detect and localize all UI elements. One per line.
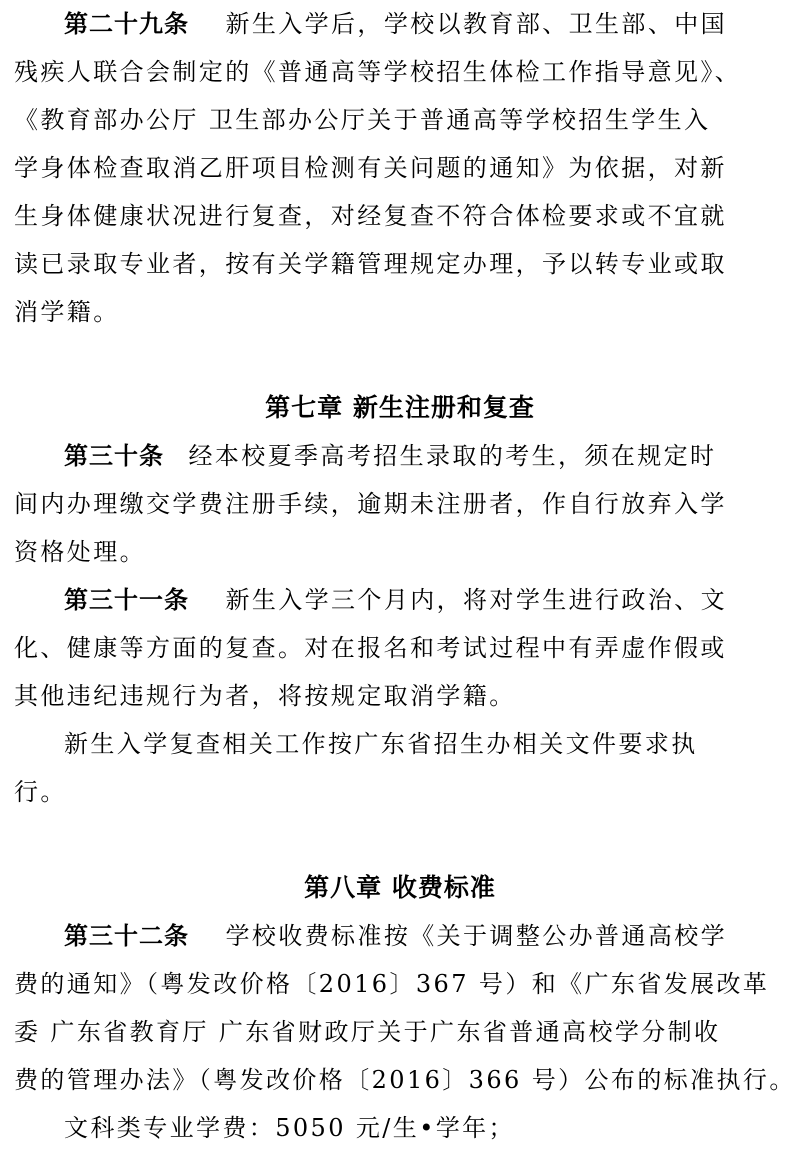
section-gap (14, 816, 786, 864)
article-31-label: 第三十一条 (64, 586, 189, 614)
article-31-line-2: 化、健康等方面的复查。对在报名和考试过程中有弄虚作假或 (14, 634, 727, 662)
article-30-text-1: 经本校夏季高考招生录取的考生，须在规定时 (188, 442, 717, 470)
article-29-line-1 (14, 0, 786, 48)
article-29-line-3: 《教育部办公厅 卫生部办公厅关于普通高等学校招生学生入 (14, 106, 711, 134)
chapter-7-heading (14, 384, 786, 432)
article-32-line-2: 费的通知》（粤发改价格〔2016〕367 号）和《广东省发展改革 (14, 970, 770, 998)
article-30-line-1 (14, 432, 786, 480)
chapter-8-title: 收费标准 (391, 873, 496, 902)
article-29-line-5: 生身体健康状况进行复查，对经复查不符合体检要求或不宜就 (14, 202, 727, 230)
article-29-line-6: 读已录取专业者，按有关学籍管理规定办理，予以转专业或取 (14, 250, 727, 278)
article-31-line-3: 其他违纪违规行为者，将按规定取消学籍。 (14, 682, 516, 710)
article-29-line-7: 消学籍。 (14, 298, 120, 326)
article-32-line-3: 委 广东省教育厅 广东省财政厅关于广东省普通高校学分制收 (14, 1018, 721, 1046)
recheck-para-line-1: 新生入学复查相关工作按广东省招生办相关文件要求执 (64, 730, 698, 758)
article-32-text-1: 学校收费标准按《关于调整公办普通高校学 (225, 922, 728, 950)
article-31-text-1: 新生入学三个月内，将对学生进行政治、文 (225, 586, 728, 614)
article-32-line-4: 费的管理办法》（粤发改价格〔2016〕366 号）公布的标准执行。 (14, 1066, 796, 1094)
chapter-7-title: 新生注册和复查 (352, 393, 535, 422)
chapter-7-label: 第七章 (265, 393, 344, 422)
article-29-text-1: 新生入学后，学校以教育部、卫生部、中国 (225, 10, 728, 38)
chapter-8-heading (14, 864, 786, 912)
recheck-para-line-2: 行。 (14, 778, 67, 806)
fee-liberal-arts: 文科类专业学费：5050 元/生•学年； (64, 1114, 515, 1142)
article-30-line-3: 资格处理。 (14, 538, 146, 566)
article-29-line-2: 残疾人联合会制定的《普通高等学校招生体检工作指导意见》、 (14, 58, 742, 86)
article-29-line-4: 学身体检查取消乙肝项目检测有关问题的通知》为依据，对新 (14, 154, 727, 182)
article-29-label: 第二十九条 (64, 10, 189, 38)
article-32-label: 第三十二条 (64, 922, 189, 950)
article-30-line-2: 间内办理缴交学费注册手续，逾期未注册者，作自行放弃入学 (14, 490, 727, 518)
chapter-8-label: 第八章 (304, 873, 383, 902)
article-31-line-1 (14, 576, 786, 624)
section-gap (14, 336, 786, 384)
article-32-line-1 (14, 912, 786, 960)
article-30-label: 第三十条 (64, 442, 164, 470)
